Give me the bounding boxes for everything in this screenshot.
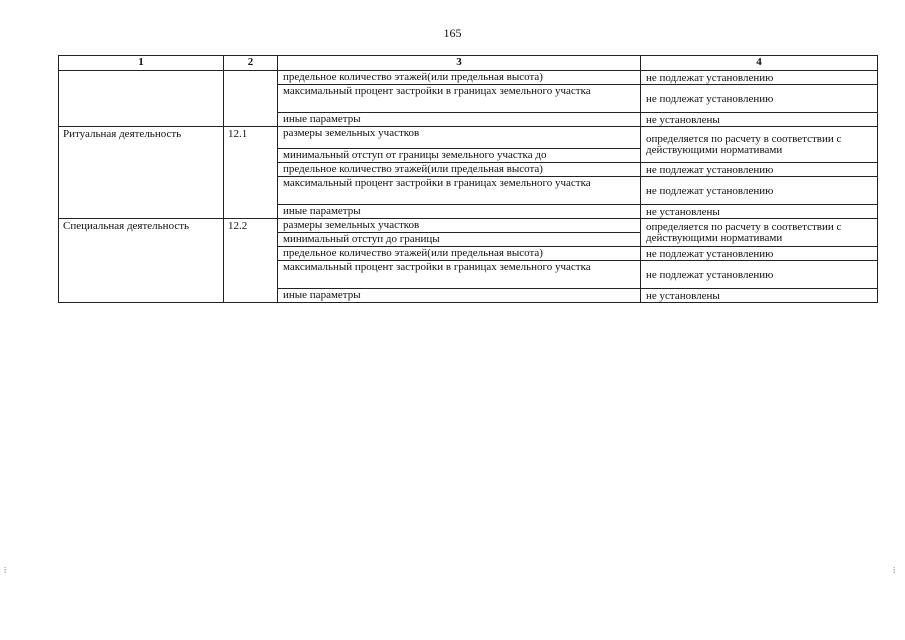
header-col-3: 3 xyxy=(278,56,641,71)
value-cell: не подлежат установлению xyxy=(641,247,878,261)
value-cell: не установлены xyxy=(641,289,878,303)
value-cell: не подлежат установлению xyxy=(641,85,878,113)
param-cell: размеры земельных участков xyxy=(278,219,641,233)
param-cell: максимальный процент застройки в границах земельного участка xyxy=(278,177,641,205)
value-cell: не подлежат установлению xyxy=(641,261,878,289)
value-cell: определяется по расчету в соответствии с действующими нормативами xyxy=(641,219,878,247)
param-cell: минимальный отступ от границы земельного участка до xyxy=(278,149,641,163)
header-col-4: 4 xyxy=(641,56,878,71)
param-cell: минимальный отступ до границы xyxy=(278,233,641,247)
header-row xyxy=(59,56,878,71)
use-code-cell: 12.1 xyxy=(224,127,278,219)
header-col-2: 2 xyxy=(224,56,278,71)
param-cell: максимальный процент застройки в границах земельного участка xyxy=(278,85,641,113)
param-cell: иные параметры xyxy=(278,289,641,303)
regulations-table xyxy=(58,55,878,303)
param-cell: иные параметры xyxy=(278,205,641,219)
value-cell: не установлены xyxy=(641,113,878,127)
table-row xyxy=(59,71,878,85)
param-cell: размеры земельных участков xyxy=(278,127,641,149)
value-cell: определяется по расчету в соответствии с действующими нормативами xyxy=(641,127,878,163)
use-name-cell xyxy=(59,71,224,127)
right-edge-mark: ⁞ xyxy=(893,566,896,575)
table-row xyxy=(59,219,878,233)
param-cell: максимальный процент застройки в границах земельного участка xyxy=(278,261,641,289)
use-code-cell xyxy=(224,71,278,127)
param-cell: предельное количество этажей(или предельная высота) xyxy=(278,71,641,85)
left-edge-mark: ⁞ xyxy=(4,566,7,575)
value-cell: не установлены xyxy=(641,205,878,219)
use-name-cell: Ритуальная деятельность xyxy=(59,127,224,219)
value-cell: не подлежат установлению xyxy=(641,177,878,205)
value-cell: не подлежат установлению xyxy=(641,163,878,177)
param-cell: предельное количество этажей(или предельная высота) xyxy=(278,247,641,261)
header-col-1: 1 xyxy=(59,56,224,71)
param-cell: предельное количество этажей(или предельная высота) xyxy=(278,163,641,177)
use-name-cell: Специальная деятельность xyxy=(59,219,224,303)
param-cell: иные параметры xyxy=(278,113,641,127)
use-code-cell: 12.2 xyxy=(224,219,278,303)
page-number: 165 xyxy=(443,26,462,40)
value-cell: не подлежат установлению xyxy=(641,71,878,85)
